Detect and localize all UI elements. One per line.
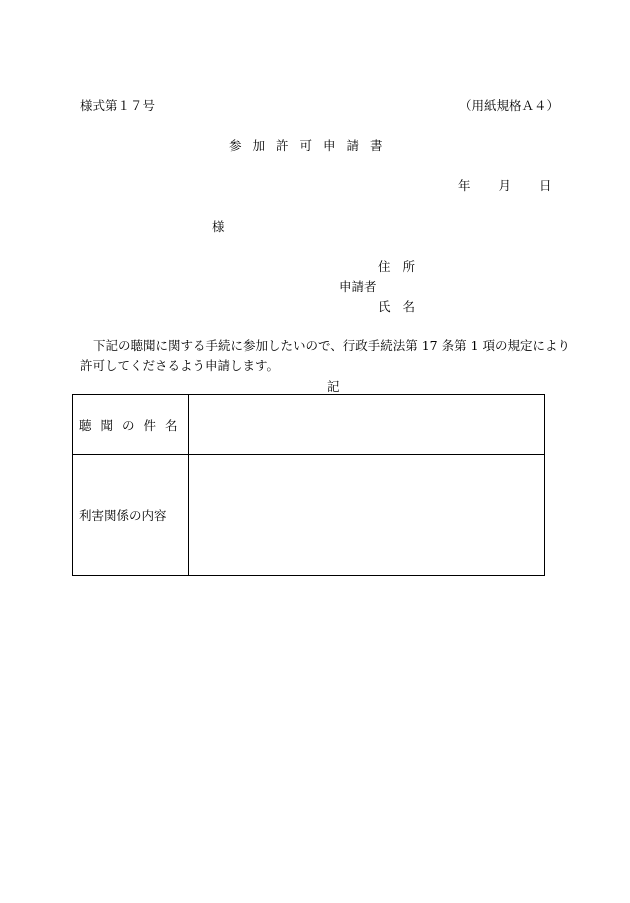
month-label: 月 [498, 178, 512, 193]
hearing-subject-label: 聴聞の件名 [73, 395, 189, 455]
details-table [72, 394, 545, 576]
body-paragraph: 下記の聴聞に関する手続に参加したいので、行政手続法第 17 条第 1 項の規定により許可してくださるよう申請します。 [80, 338, 571, 373]
table-row [73, 395, 545, 455]
day-label: 日 [539, 178, 552, 193]
name-label: 氏名 [378, 299, 428, 314]
interest-content-field[interactable] [189, 455, 545, 576]
hearing-subject-field[interactable] [189, 395, 545, 455]
address-label: 住所 [378, 259, 428, 274]
table-row [73, 455, 545, 576]
ki-heading: 記 [327, 379, 340, 394]
paper-size-note: （用紙規格Ａ４） [459, 98, 560, 113]
date-line [458, 176, 552, 194]
document-title: 参加許可申請書 [229, 138, 394, 153]
year-label: 年 [458, 178, 471, 193]
applicant-label: 申請者 [339, 279, 377, 294]
addressee-honorific: 様 [212, 219, 225, 234]
interest-content-label: 利害関係の内容 [73, 455, 189, 576]
form-number: 様式第１７号 [80, 98, 156, 113]
